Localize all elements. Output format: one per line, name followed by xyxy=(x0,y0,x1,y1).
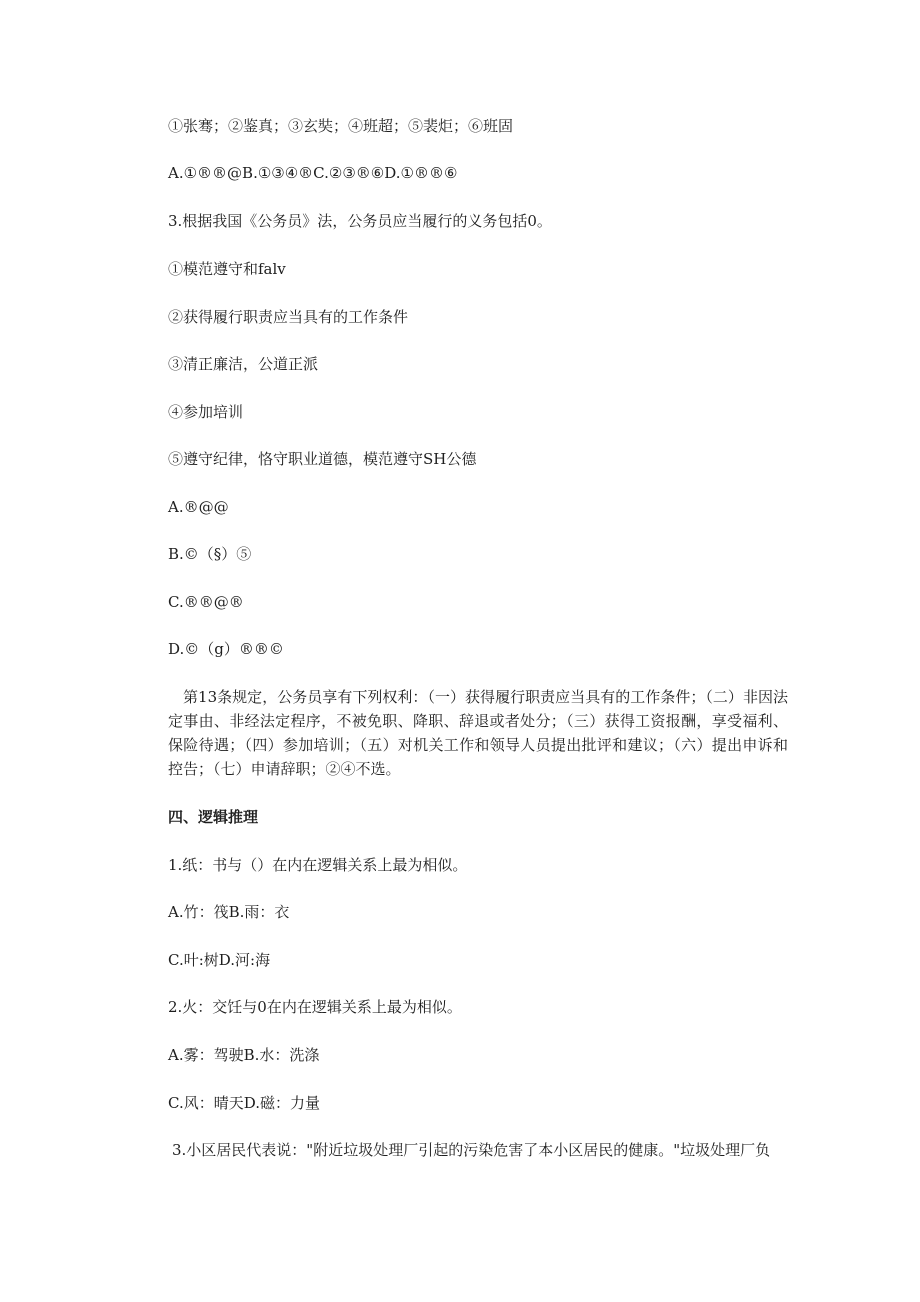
logic-q1-options-ab: A.竹：筏B.雨：衣 xyxy=(168,903,290,921)
q3-item-4: ④参加培训 xyxy=(168,403,244,421)
q3-option-a: A.®@@ xyxy=(168,498,229,516)
logic-q2-options-cd: C.风：晴天D.磁：力量 xyxy=(168,1094,320,1112)
q3-option-b: B.©（§）⑤ xyxy=(168,545,252,563)
logic-q2-options-ab: A.雾：驾驶B.水：洗涤 xyxy=(168,1046,320,1064)
q3-item-3: ③清正廉洁，公道正派 xyxy=(168,355,319,373)
answer-options-q2: A.①®®@B.①③④®C.②③®⑥D.①®®⑥ xyxy=(168,164,458,182)
q3-item-2: ②获得履行职责应当具有的工作条件 xyxy=(168,308,409,326)
historical-figures-list: ①张骞；②鉴真；③玄奘；④班超；⑤裴炬；⑥班固 xyxy=(168,117,514,135)
logic-question-3: 3.小区居民代表说："附近垃圾处理厂引起的污染危害了本小区居民的健康。"垃圾处理厂负 xyxy=(172,1141,771,1159)
q3-item-5: ⑤遵守纪律，恪守职业道德，模范遵守SH公德 xyxy=(168,450,477,468)
question-3: 3.根据我国《公务员》法，公务员应当履行的义务包括0。 xyxy=(168,212,552,230)
q3-option-d: D.©（g）®®© xyxy=(168,640,284,658)
logic-q1-options-cd: C.叶:树D.河:海 xyxy=(168,951,271,969)
q3-explanation: 第13条规定，公务员享有下列权利：（一）获得履行职责应当具有的工作条件；（二）非因法定事由、非经法定程序，不被免职、降职、辞退或者处分；（三）获得工资报酬，享受福利、保险待遇；（四）参加培训；（五）对机关工作和领导人员提出批评和建议；（六）提出申诉和控告；（七）申请辞职；②④不选。 xyxy=(168,688,788,778)
logic-question-2: 2.火：交饪与0在内在逻辑关系上最为相似。 xyxy=(168,998,462,1016)
q3-item-1: ①模范遵守和falv xyxy=(168,260,286,278)
q3-option-c: C.®®@® xyxy=(168,593,244,611)
logic-question-1: 1.纸：书与（）在内在逻辑关系上最为相似。 xyxy=(168,856,468,874)
section-heading: 四、逻辑推理 xyxy=(168,808,259,826)
